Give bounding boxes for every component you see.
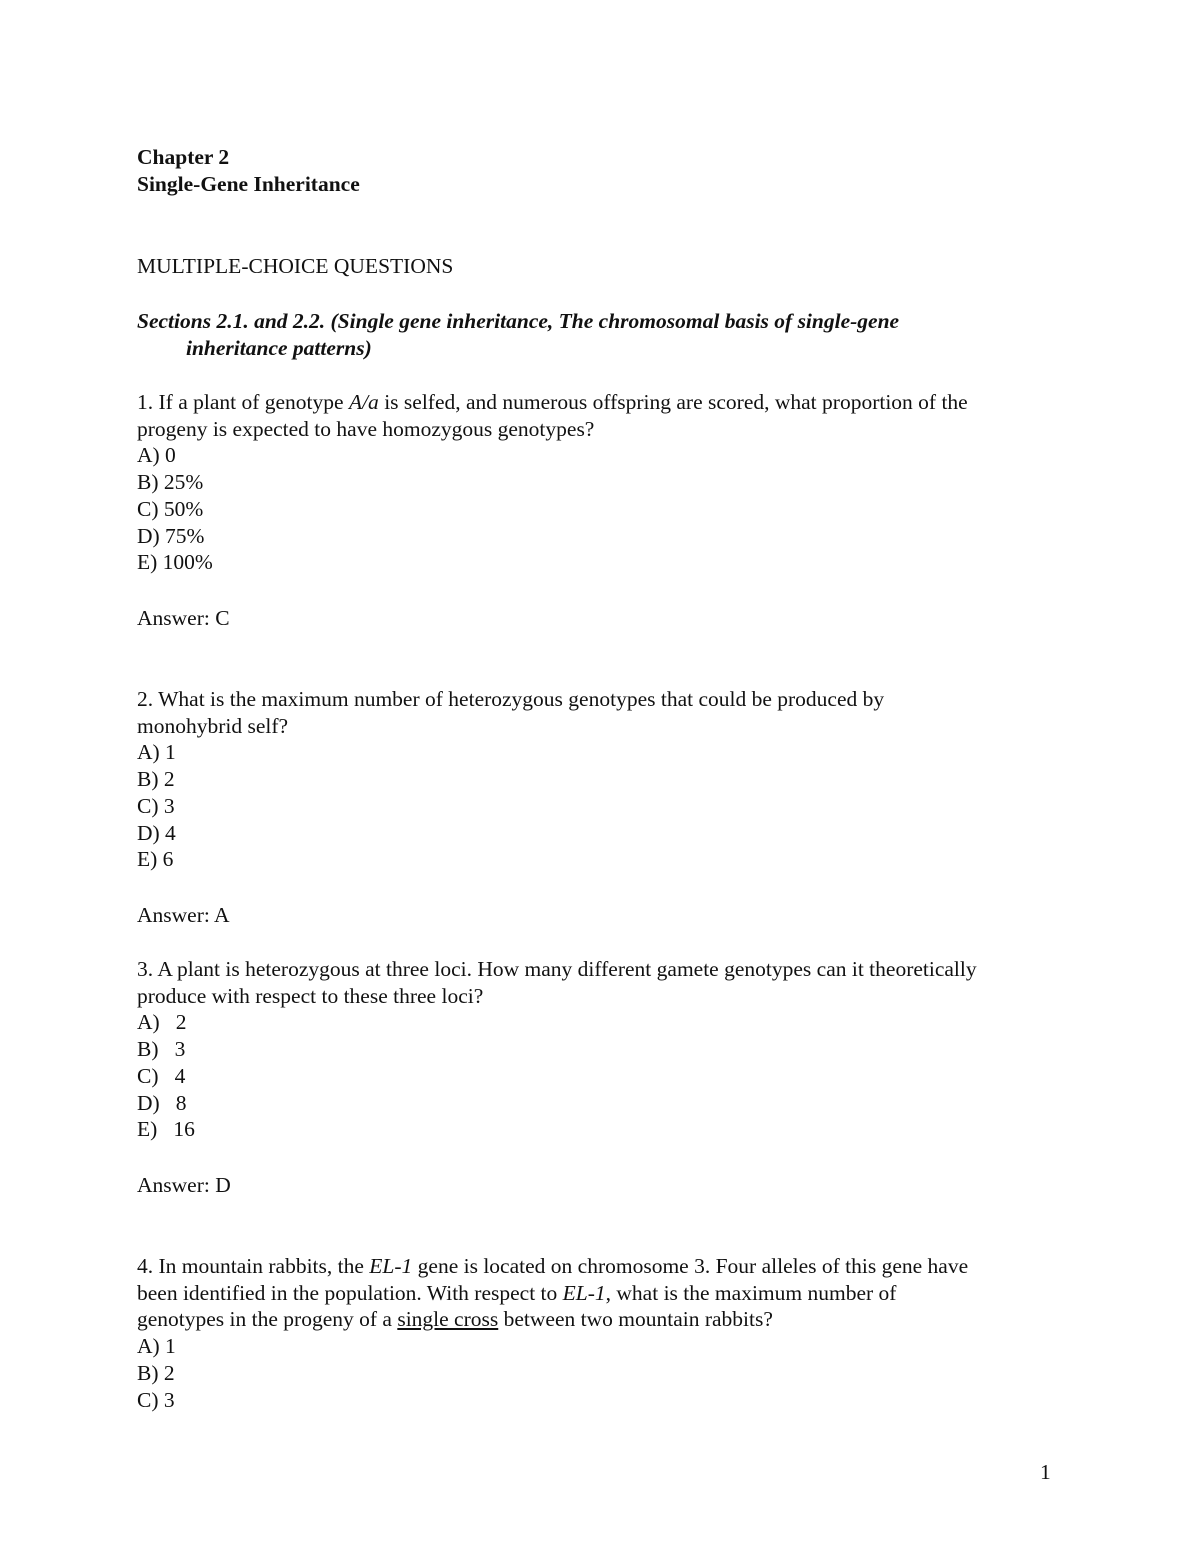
- chapter-header: [137, 144, 1077, 197]
- option-a: A) 0: [137, 443, 176, 468]
- question-2-answer-block: [137, 902, 1077, 929]
- section-reference-line-2: inheritance patterns): [186, 335, 372, 360]
- option-e: E) 16: [137, 1117, 195, 1142]
- option-e: E) 100%: [137, 550, 213, 575]
- question-4: [137, 1253, 1077, 1413]
- question-4-line-1: 4. In mountain rabbits, the EL-1 gene is located on chromosome 3. Four alleles of this gene have: [137, 1254, 969, 1278]
- section-reference-line-1: Sections 2.1. and 2.2. (Single gene inheritance, The chromosomal basis of single-gene: [137, 309, 900, 333]
- question-3-line-1: 3. A plant is heterozygous at three loci. How many different gamete genotypes can it theoretically: [137, 957, 977, 981]
- question-1-answer: Answer: C: [137, 606, 230, 630]
- section-heading-block: [137, 253, 1077, 280]
- section-reference: [137, 308, 1077, 361]
- genotype-symbol: A/a: [348, 390, 379, 414]
- option-c: C) 50%: [137, 496, 204, 521]
- question-3-answer: Answer: D: [137, 1173, 231, 1197]
- option-c: C) 3: [137, 793, 175, 818]
- chapter-subtitle: Single-Gene Inheritance: [137, 171, 360, 196]
- option-d: D) 4: [137, 820, 176, 845]
- option-e: E) 6: [137, 847, 174, 872]
- question-2-answer: Answer: A: [137, 903, 230, 927]
- question-4-line-2: been identified in the population. With respect to EL-1, what is the maximum number of: [137, 1280, 897, 1305]
- option-d: D) 8: [137, 1090, 187, 1115]
- question-4-line-3: genotypes in the progeny of a single cross between two mountain rabbits?: [137, 1307, 773, 1332]
- gene-name: EL-1: [369, 1254, 413, 1278]
- option-c: C) 3: [137, 1387, 175, 1412]
- question-2-line-1: 2. What is the maximum number of heterozygous genotypes that could be produced by: [137, 687, 885, 711]
- gene-name: EL-1: [562, 1280, 606, 1305]
- question-1: [137, 389, 1077, 576]
- question-2: [137, 686, 1077, 873]
- option-a: A) 1: [137, 740, 176, 765]
- option-a: A) 2: [137, 1010, 187, 1035]
- section-heading: MULTIPLE-CHOICE QUESTIONS: [137, 254, 454, 278]
- question-3: [137, 956, 1077, 1143]
- question-3-answer-block: [137, 1172, 1077, 1199]
- option-c: C) 4: [137, 1063, 186, 1088]
- option-b: B) 3: [137, 1037, 186, 1062]
- question-2-line-2: monohybrid self?: [137, 713, 289, 738]
- option-b: B) 25%: [137, 470, 204, 495]
- question-3-line-2: produce with respect to these three loci?: [137, 983, 484, 1008]
- option-d: D) 75%: [137, 523, 205, 548]
- page-number: 1: [1040, 1460, 1051, 1484]
- option-a: A) 1: [137, 1334, 176, 1359]
- question-1-answer-block: [137, 605, 1077, 632]
- question-1-line-2: progeny is expected to have homozygous genotypes?: [137, 416, 595, 441]
- option-b: B) 2: [137, 1360, 175, 1385]
- chapter-title: Chapter 2: [137, 145, 230, 169]
- underlined-phrase: single cross: [397, 1307, 499, 1332]
- option-b: B) 2: [137, 767, 175, 792]
- question-1-line-1: 1. If a plant of genotype A/a is selfed, and numerous offspring are scored, what proportion of the: [137, 390, 968, 414]
